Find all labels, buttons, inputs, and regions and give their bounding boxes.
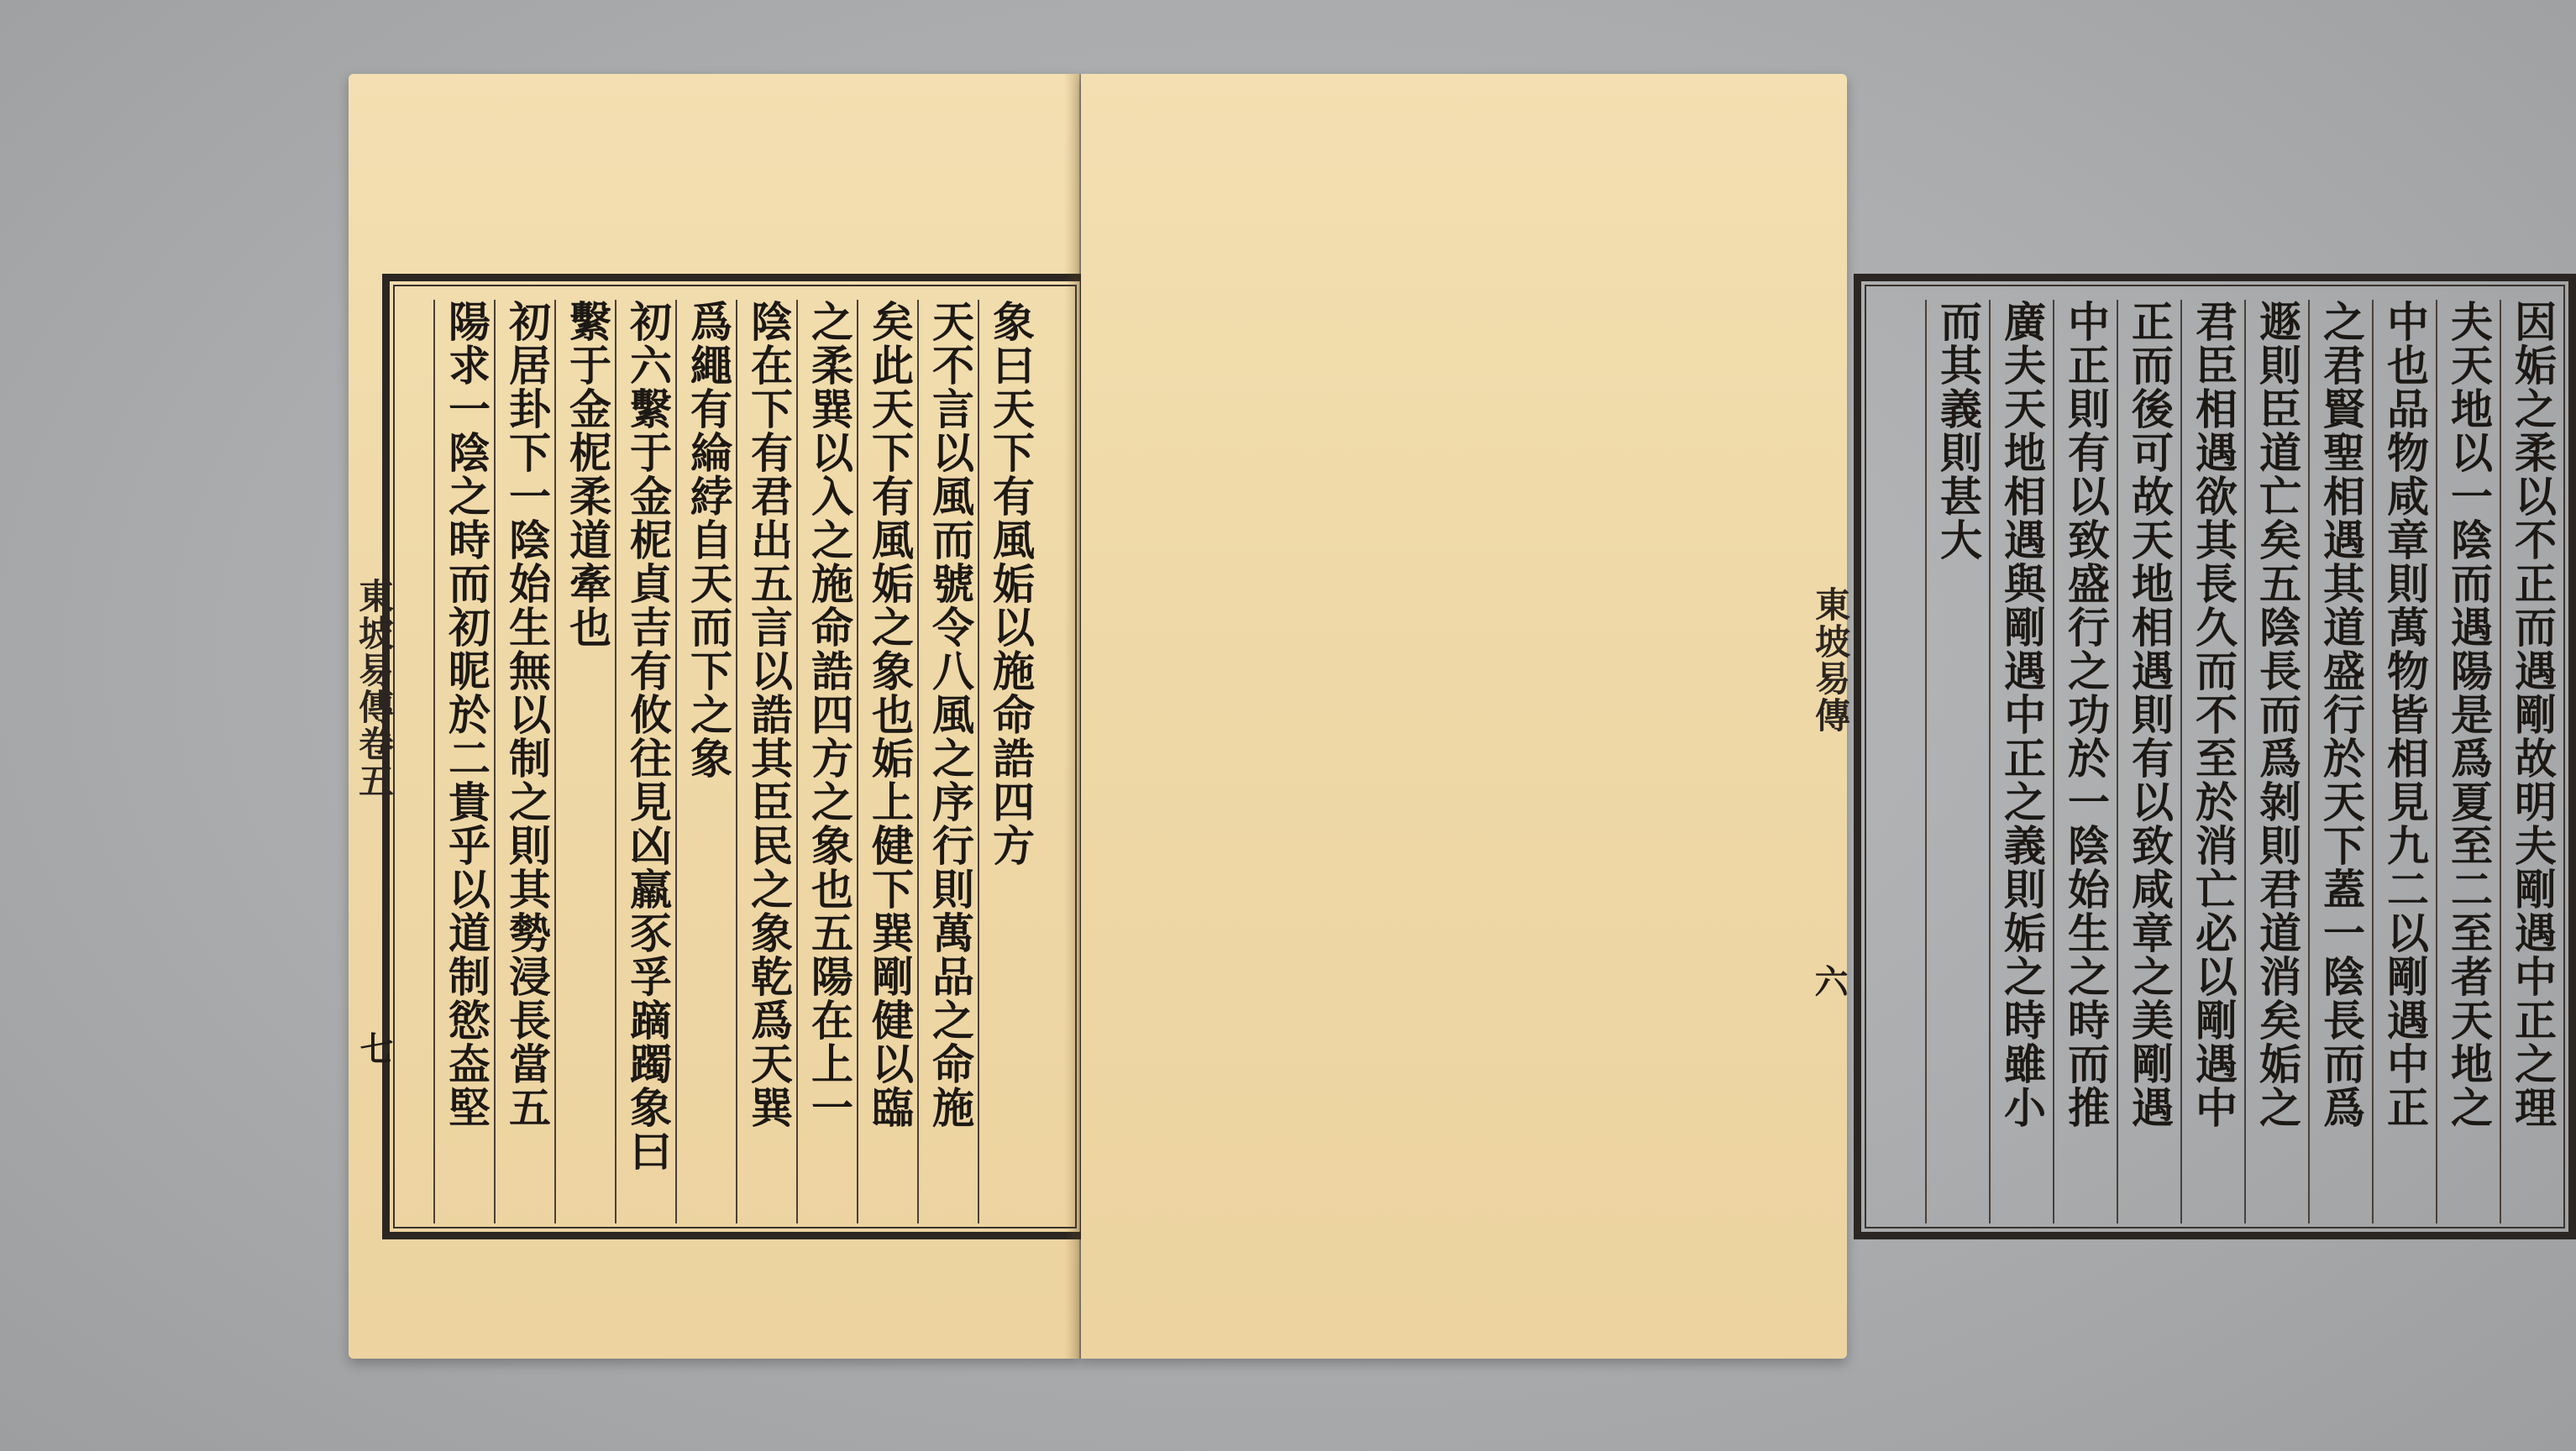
text-column: 中也品物咸章則萬物皆相見九二以剛遇中正 (2372, 300, 2436, 1223)
text-column: 天不言以風而號令八風之序行則萬品之命施 (917, 300, 981, 1223)
text-column: 初六繫于金柅貞吉有攸往見凶羸豕孚蹢躅象曰 (615, 300, 679, 1223)
text-column: 陽求一陰之時而初昵於二貴乎以道制慾盇堅 (433, 300, 497, 1223)
text-column: 之柔巽以入之施命誥四方之象也五陽在上一 (796, 300, 860, 1223)
text-column: 正而後可故天地相遇則有以致咸章之美剛遇 (2117, 300, 2180, 1223)
right-folio-number: 六 (1809, 964, 1849, 998)
text-column: 初居卦下一陰始生無以制之則其勢浸長當五 (494, 300, 558, 1223)
text-column: 中正則有以致盛行之功於一陰始生之時而推 (2053, 300, 2117, 1223)
text-column: 繫于金柅柔道牽也 (554, 300, 618, 1223)
right-page-frame (1854, 274, 2576, 1239)
text-column: 遯則臣道亡矣五陰長而爲剝則君道消矣姤之 (2244, 300, 2308, 1223)
right-margin-title: 東坡易傳 (1810, 586, 1851, 734)
left-folio-number: 七 (354, 1031, 394, 1065)
text-column: 矣此天下有風姤之象也姤上健下巽剛健以臨 (857, 300, 921, 1223)
text-column: 君臣相遇欲其長久而不至於消亡必以剛遇中 (2180, 300, 2244, 1223)
left-page (349, 74, 1079, 1359)
left-page-frame (382, 274, 1088, 1239)
left-margin-title: 東坡易傳卷五 (354, 578, 395, 799)
open-book (332, 74, 2558, 1359)
text-column: 象曰天下有風姤以施命誥四方 (978, 300, 1041, 1223)
text-column: 陰在下有君出五言以誥其臣民之象乾爲天巽 (736, 300, 800, 1223)
text-column: 廣夫天地相遇與剛遇中正之義則姤之時雖小 (1989, 300, 2053, 1223)
text-column: 之君賢聖相遇其道盛行於天下蓋一陰長而爲 (2308, 300, 2372, 1223)
text-column: 爲繩有綸綍自天而下之象 (675, 300, 739, 1223)
text-column: 因姤之柔以不正而遇剛故明夫剛遇中正之理 (2500, 300, 2563, 1223)
text-column: 夫天地以一陰而遇陽是爲夏至二至者天地之 (2436, 300, 2500, 1223)
text-column: 而其義則甚大 (1925, 300, 1989, 1223)
right-page (1081, 74, 2558, 1359)
